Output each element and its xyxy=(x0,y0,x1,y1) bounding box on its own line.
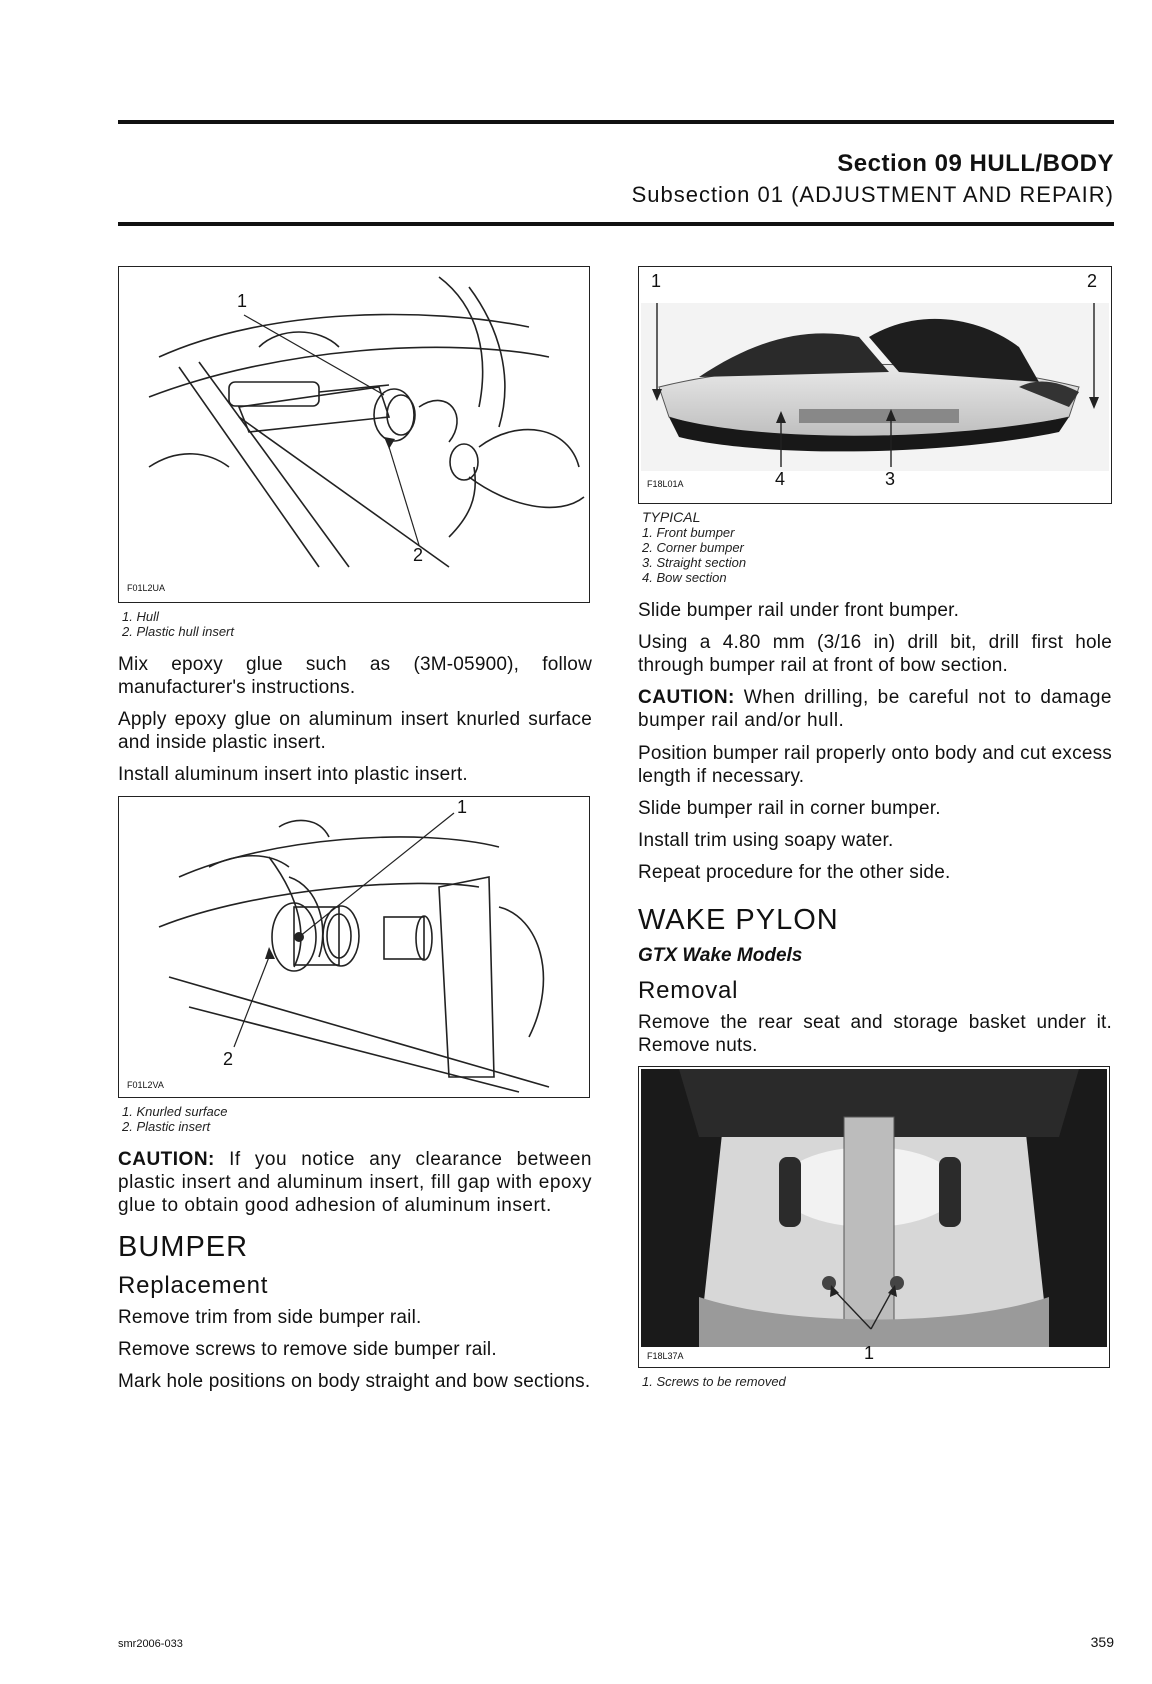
paragraph: Mix epoxy glue such as (3M-05900), follow manufacturer's instructions. xyxy=(118,654,592,698)
legend-item: 1. Screws to be removed xyxy=(642,1374,786,1389)
legend-item: 1. Front bumper xyxy=(642,525,735,540)
wake-pylon-photo xyxy=(639,1067,1109,1367)
legend-item: 2. Plastic insert xyxy=(122,1119,211,1134)
legend-item: 1. Knurled surface xyxy=(122,1104,228,1119)
caution-label: CAUTION: xyxy=(638,687,735,708)
figure-legend xyxy=(642,1374,1112,1389)
paragraph: Position bumper rail properly onto body and cut excess length if necessary. xyxy=(638,743,1112,787)
callout-1: 1 xyxy=(864,1343,875,1363)
figure-code: F18L01A xyxy=(647,479,684,489)
paragraph: Slide bumper rail under front bumper. xyxy=(638,600,960,621)
figure-title: TYPICAL xyxy=(642,509,701,525)
figure-legend xyxy=(122,1104,592,1134)
legend-item: 1. Hull xyxy=(122,609,159,624)
figure-legend xyxy=(642,510,1112,585)
paragraph: Slide bumper rail in corner bumper. xyxy=(638,798,941,819)
callout-2: 2 xyxy=(223,1049,234,1069)
figure-wake-pylon xyxy=(638,1066,1110,1368)
figure-knurled-insert xyxy=(118,796,590,1098)
callout-1: 1 xyxy=(651,271,662,291)
callout-3: 3 xyxy=(885,469,896,489)
callout-2: 2 xyxy=(413,545,424,565)
paragraph: Apply epoxy glue on aluminum insert knurled surface and inside plastic insert. xyxy=(118,709,592,753)
section-title: Section 09 HULL/BODY xyxy=(837,150,1114,177)
callout-1: 1 xyxy=(237,291,248,311)
hull-insert-illustration xyxy=(119,267,589,602)
paragraph: Install aluminum insert into plastic insert. xyxy=(118,764,468,785)
right-column xyxy=(638,266,1112,1403)
paragraph: Remove the rear seat and storage basket under it. Remove nuts. xyxy=(638,1012,1112,1056)
document-code: smr2006-033 xyxy=(118,1638,183,1650)
legend-item: 2. Corner bumper xyxy=(642,540,744,555)
heading-gtx-wake-models: GTX Wake Models xyxy=(638,945,803,966)
figure-legend xyxy=(122,609,592,639)
caution-note xyxy=(118,1148,592,1217)
figure-code: F18L37A xyxy=(647,1351,684,1361)
caution-text: When drilling, be careful not to damage bumper rail and/or hull. xyxy=(638,687,1112,731)
paragraph: Using a 4.80 mm (3/16 in) drill bit, drill first hole through bumper rail at front of bow section. xyxy=(638,632,1112,676)
caution-text: If you notice any clearance between plastic insert and aluminum insert, fill gap with epoxy glue to obtain good adhesion of aluminum insert. xyxy=(118,1149,593,1216)
callout-2: 2 xyxy=(1087,271,1098,291)
legend-item: 3. Straight section xyxy=(642,555,747,570)
heading-removal: Removal xyxy=(638,977,739,1004)
watercraft-photo xyxy=(639,267,1111,503)
caution-note xyxy=(638,686,1112,732)
header-top-rule xyxy=(118,120,1114,124)
legend-item: 2. Plastic hull insert xyxy=(122,624,234,639)
knurled-insert-illustration xyxy=(119,797,589,1097)
paragraph: Mark hole positions on body straight and bow sections. xyxy=(118,1371,591,1392)
callout-1: 1 xyxy=(457,797,468,817)
heading-wake-pylon: WAKE PYLON xyxy=(638,904,839,936)
figure-bumper-overview xyxy=(638,266,1112,504)
paragraph: Remove screws to remove side bumper rail. xyxy=(118,1339,497,1360)
figure-code: F01L2VA xyxy=(127,1080,164,1090)
paragraph: Install trim using soapy water. xyxy=(638,830,894,851)
left-column xyxy=(118,266,592,1402)
heading-bumper: BUMPER xyxy=(118,1231,249,1263)
legend-item: 4. Bow section xyxy=(642,570,727,585)
figure-hull-insert xyxy=(118,266,590,603)
page-number: 359 xyxy=(1090,1634,1114,1650)
header-bottom-rule xyxy=(118,222,1114,226)
figure-code: F01L2UA xyxy=(127,583,166,593)
heading-replacement: Replacement xyxy=(118,1272,269,1299)
paragraph: Repeat procedure for the other side. xyxy=(638,862,951,883)
paragraph: Remove trim from side bumper rail. xyxy=(118,1307,422,1328)
callout-4: 4 xyxy=(775,469,786,489)
subsection-title: Subsection 01 (ADJUSTMENT AND REPAIR) xyxy=(631,182,1114,207)
caution-label: CAUTION: xyxy=(118,1149,215,1170)
